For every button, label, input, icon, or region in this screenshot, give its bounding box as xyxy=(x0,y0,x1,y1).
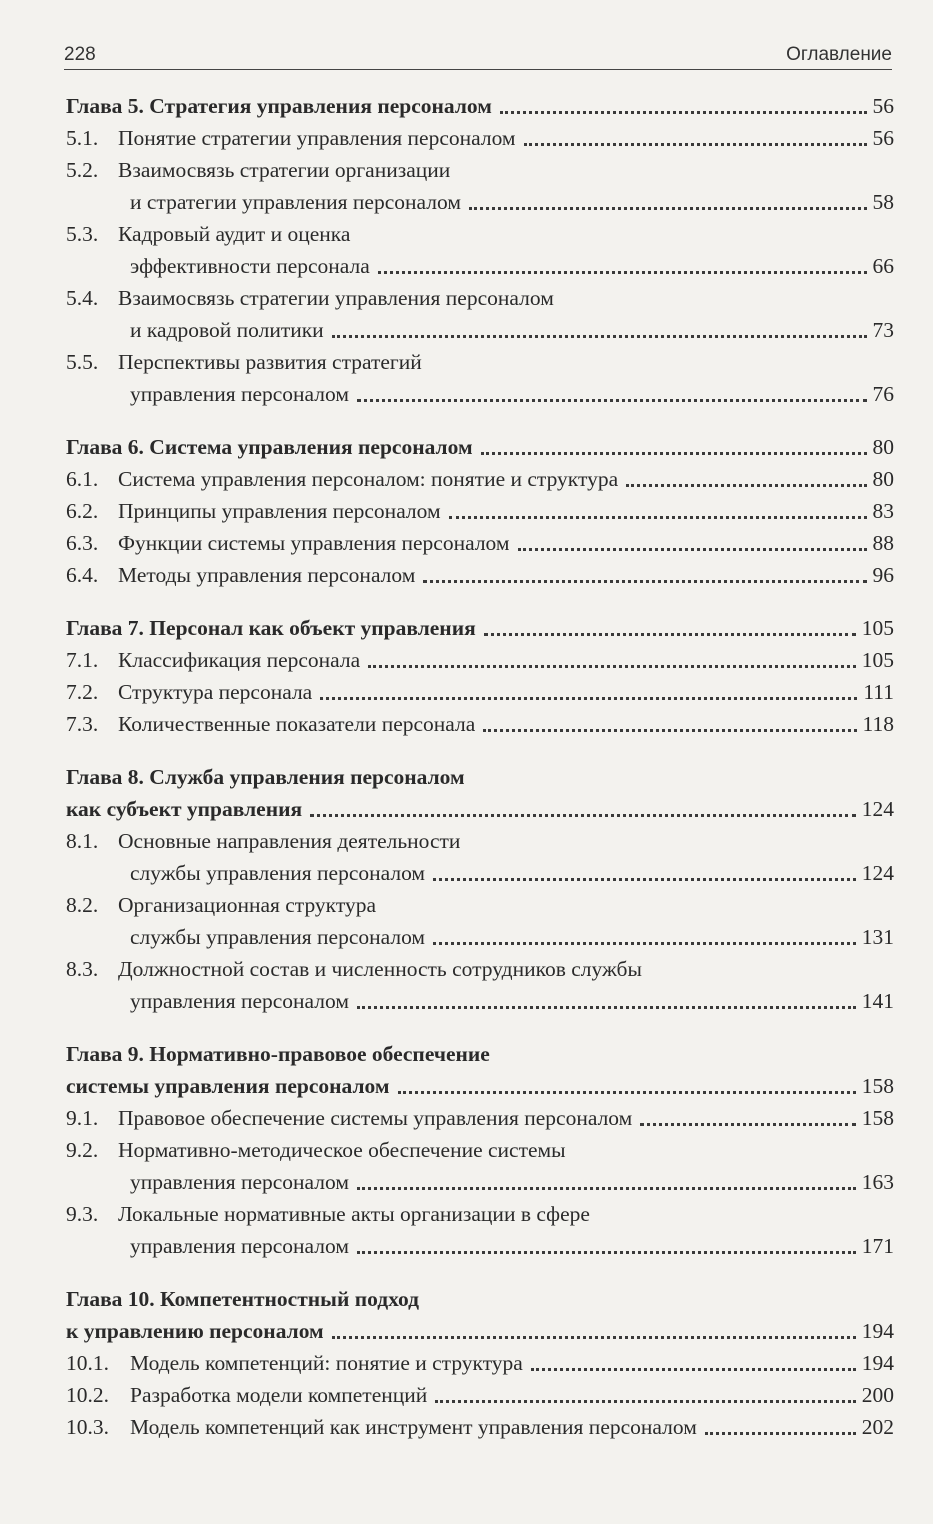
section-title: Должностной состав и численность сотрудников службы xyxy=(118,957,642,981)
section-number: 7.1. xyxy=(66,648,99,672)
toc-section-line xyxy=(66,559,894,591)
chapter-block xyxy=(66,612,894,740)
header-rule xyxy=(64,69,892,70)
toc-section-line xyxy=(66,889,894,921)
page-reference: 194 xyxy=(861,1319,894,1343)
dot-leader xyxy=(626,484,866,487)
toc-continuation-line xyxy=(66,186,894,218)
page-reference: 96 xyxy=(872,563,894,587)
section-number: 10.1. xyxy=(66,1351,109,1375)
section-number: 5.4. xyxy=(66,286,99,310)
page-number: 228 xyxy=(64,44,96,65)
section-title: Нормативно-методическое обеспечение системы xyxy=(118,1138,566,1162)
section-title: Организационная структура xyxy=(118,893,376,917)
section-title: Структура персонала xyxy=(118,680,313,704)
toc-section-line xyxy=(66,1102,894,1134)
toc-section-line xyxy=(66,1198,894,1230)
section-number: 8.1. xyxy=(66,829,99,853)
section-number: 6.1. xyxy=(66,467,99,491)
section-number: 5.5. xyxy=(66,350,99,374)
toc-section-line xyxy=(66,218,894,250)
section-number: 5.2. xyxy=(66,158,99,182)
chapter-title: к управлению персоналом xyxy=(66,1319,324,1343)
page-reference: 76 xyxy=(872,382,894,406)
dot-leader xyxy=(332,335,867,338)
toc-continuation-line xyxy=(66,1230,894,1262)
section-number: 7.3. xyxy=(66,712,99,736)
dot-leader xyxy=(640,1123,855,1126)
toc-section-line xyxy=(66,495,894,527)
page-reference: 80 xyxy=(872,435,894,459)
chapter-title: Глава 9. Нормативно-правовое обеспечение xyxy=(66,1042,490,1066)
dot-leader xyxy=(357,1006,856,1009)
section-title-continued: управления персоналом xyxy=(130,989,349,1013)
section-number: 9.3. xyxy=(66,1202,99,1226)
dot-leader xyxy=(357,1251,856,1254)
section-number: 8.2. xyxy=(66,893,99,917)
toc-section-line xyxy=(66,154,894,186)
section-number: 9.2. xyxy=(66,1138,99,1162)
section-number: 10.3. xyxy=(66,1415,109,1439)
section-title-continued: управления персоналом xyxy=(130,382,349,406)
running-header xyxy=(64,38,892,70)
section-number: 5.1. xyxy=(66,126,99,150)
section-title: Классификация персонала xyxy=(118,648,361,672)
section-title: Понятие стратегии управления персоналом xyxy=(118,126,516,150)
page-reference: 141 xyxy=(861,989,894,1013)
toc-continuation-line xyxy=(66,314,894,346)
page-reference: 163 xyxy=(861,1170,894,1194)
section-title: Функции системы управления персоналом xyxy=(118,531,510,555)
section-number: 9.1. xyxy=(66,1106,99,1130)
page-reference: 73 xyxy=(872,318,894,342)
chapter-title: Глава 5. Стратегия управления персоналом xyxy=(66,94,492,118)
dot-leader xyxy=(481,452,867,455)
page-reference: 124 xyxy=(861,861,894,885)
section-title: Оглавление xyxy=(786,44,892,65)
page-reference: 200 xyxy=(861,1383,894,1407)
section-title: Количественные показатели персонала xyxy=(118,712,476,736)
section-number: 6.2. xyxy=(66,499,99,523)
dot-leader xyxy=(435,1400,855,1403)
section-title: Локальные нормативные акты организации в сфере xyxy=(118,1202,590,1226)
section-title-continued: управления персоналом xyxy=(130,1170,349,1194)
page-reference: 80 xyxy=(872,467,894,491)
chapter-title: Глава 7. Персонал как объект управления xyxy=(66,616,476,640)
section-number: 6.3. xyxy=(66,531,99,555)
page-reference: 105 xyxy=(861,616,894,640)
chapter-block xyxy=(66,1038,894,1262)
page-reference: 105 xyxy=(861,648,894,672)
toc-section-line xyxy=(66,676,894,708)
page-reference: 202 xyxy=(861,1415,894,1439)
page-reference: 111 xyxy=(863,680,894,704)
section-title-continued: службы управления персоналом xyxy=(130,925,426,949)
toc-chapter-line xyxy=(66,1315,894,1347)
toc-section-line xyxy=(66,1411,894,1443)
toc-section-line xyxy=(66,527,894,559)
section-title: Модель компетенций: понятие и структура xyxy=(130,1351,523,1375)
dot-leader xyxy=(357,1187,856,1190)
toc-chapter-line xyxy=(66,1283,894,1315)
dot-leader xyxy=(433,942,856,945)
dot-leader xyxy=(357,399,867,402)
toc-chapter-line xyxy=(66,1070,894,1102)
dot-leader xyxy=(320,697,857,700)
chapter-block xyxy=(66,90,894,410)
dot-leader xyxy=(368,665,856,668)
chapter-title: как субъект управления xyxy=(66,797,303,821)
toc-chapter-line xyxy=(66,612,894,644)
chapter-block xyxy=(66,761,894,1017)
toc-chapter-line xyxy=(66,761,894,793)
section-title: Правовое обеспечение системы управления персоналом xyxy=(118,1106,633,1130)
toc-section-line xyxy=(66,825,894,857)
table-of-contents xyxy=(66,90,894,1464)
dot-leader xyxy=(449,516,867,519)
dot-leader xyxy=(705,1432,856,1435)
page-reference: 66 xyxy=(872,254,894,278)
dot-leader xyxy=(524,143,867,146)
section-title: Основные направления деятельности xyxy=(118,829,461,853)
dot-leader xyxy=(500,111,867,114)
dot-leader xyxy=(484,633,856,636)
dot-leader xyxy=(378,271,867,274)
toc-section-line xyxy=(66,463,894,495)
page-reference: 58 xyxy=(872,190,894,214)
page-reference: 158 xyxy=(861,1074,894,1098)
chapter-title: Глава 6. Система управления персоналом xyxy=(66,435,473,459)
section-title-continued: эффективности персонала xyxy=(130,254,370,278)
page-reference: 83 xyxy=(872,499,894,523)
section-number: 10.2. xyxy=(66,1383,109,1407)
toc-section-line xyxy=(66,644,894,676)
section-title: Кадровый аудит и оценка xyxy=(118,222,351,246)
toc-section-line xyxy=(66,1347,894,1379)
section-number: 7.2. xyxy=(66,680,99,704)
chapter-title: системы управления персоналом xyxy=(66,1074,390,1098)
dot-leader xyxy=(518,548,867,551)
section-title-continued: управления персоналом xyxy=(130,1234,349,1258)
section-title: Модель компетенций как инструмент управления персоналом xyxy=(130,1415,697,1439)
section-title: Взаимосвязь стратегии управления персоналом xyxy=(118,286,554,310)
section-number: 6.4. xyxy=(66,563,99,587)
dot-leader xyxy=(483,729,856,732)
dot-leader xyxy=(469,207,867,210)
page-reference: 158 xyxy=(861,1106,894,1130)
dot-leader xyxy=(332,1336,856,1339)
section-title: Перспективы развития стратегий xyxy=(118,350,422,374)
page-reference: 56 xyxy=(872,126,894,150)
dot-leader xyxy=(398,1091,856,1094)
chapter-block xyxy=(66,431,894,591)
section-title-continued: и стратегии управления персоналом xyxy=(130,190,461,214)
toc-chapter-line xyxy=(66,431,894,463)
section-title-continued: и кадровой политики xyxy=(130,318,324,342)
section-title: Система управления персоналом: понятие и структура xyxy=(118,467,619,491)
toc-continuation-line xyxy=(66,857,894,889)
section-title: Взаимосвязь стратегии организации xyxy=(118,158,451,182)
toc-continuation-line xyxy=(66,985,894,1017)
section-number: 5.3. xyxy=(66,222,99,246)
section-title: Разработка модели компетенций xyxy=(130,1383,428,1407)
dot-leader xyxy=(423,580,866,583)
chapter-title: Глава 10. Компетентностный подход xyxy=(66,1287,420,1311)
page-reference: 171 xyxy=(861,1234,894,1258)
toc-section-line xyxy=(66,1379,894,1411)
toc-section-line xyxy=(66,282,894,314)
page-reference: 194 xyxy=(861,1351,894,1375)
page-reference: 131 xyxy=(861,925,894,949)
dot-leader xyxy=(433,878,856,881)
dot-leader xyxy=(310,814,856,817)
section-number: 8.3. xyxy=(66,957,99,981)
section-title-continued: службы управления персоналом xyxy=(130,861,426,885)
toc-section-line xyxy=(66,708,894,740)
dot-leader xyxy=(531,1368,856,1371)
toc-continuation-line xyxy=(66,250,894,282)
toc-section-line xyxy=(66,346,894,378)
page-reference: 56 xyxy=(872,94,894,118)
toc-section-line xyxy=(66,122,894,154)
page-reference: 88 xyxy=(872,531,894,555)
section-title: Методы управления персоналом xyxy=(118,563,416,587)
page-reference: 118 xyxy=(862,712,894,736)
toc-continuation-line xyxy=(66,378,894,410)
toc-section-line xyxy=(66,953,894,985)
chapter-block xyxy=(66,1283,894,1443)
toc-chapter-line xyxy=(66,1038,894,1070)
toc-chapter-line xyxy=(66,793,894,825)
section-title: Принципы управления персоналом xyxy=(118,499,441,523)
toc-section-line xyxy=(66,1134,894,1166)
chapter-title: Глава 8. Служба управления персоналом xyxy=(66,765,465,789)
toc-continuation-line xyxy=(66,1166,894,1198)
page-reference: 124 xyxy=(861,797,894,821)
toc-chapter-line xyxy=(66,90,894,122)
toc-continuation-line xyxy=(66,921,894,953)
